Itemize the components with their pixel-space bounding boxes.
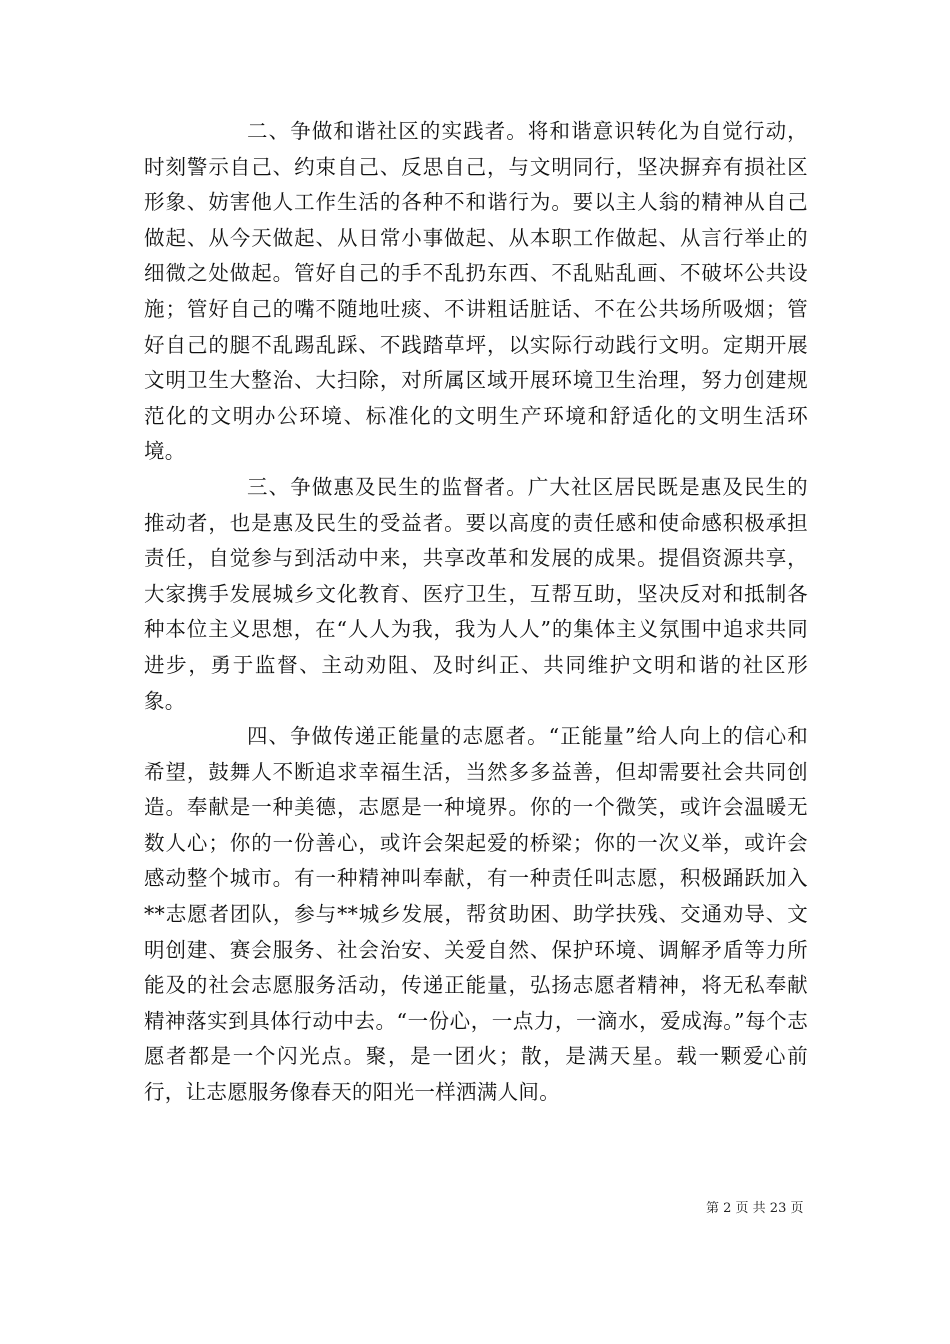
document-body [144,114,808,1111]
paragraph-harmonious-community: 二、争做和谐社区的实践者。将和谐意识转化为自觉行动，时刻警示自己、约束自己、反思自己，与文明同行，坚决摒弃有损社区形象、妨害他人工作生活的各种不和谐行为。要以主人翁的精神从自己做起、从今天做起、从日常小事做起、从本职工作做起、从言行举止的细微之处做起。管好自己的手不乱扔东西、不乱贴乱画、不破坏公共设施；管好自己的嘴不随地吐痰、不讲粗话脏话、不在公共场所吸烟；管好自己的腿不乱踢乱踩、不践踏草坪，以实际行动践行文明。定期开展文明卫生大整治、大扫除，对所属区域开展环境卫生治理，努力创建规范化的文明办公环境、标准化的文明生产环境和舒适化的文明生活环境。 [144,119,808,464]
paragraph-livelihood-supervisor: 三、争做惠及民生的监督者。广大社区居民既是惠及民生的推动者，也是惠及民生的受益者。要以高度的责任感和使命感积极承担责任，自觉参与到活动中来，共享改革和发展的成果。提倡资源共享，大家携手发展城乡文化教育、医疗卫生，互帮互助，坚决反对和抵制各种本位主义思想，在“人人为我，我为人人”的集体主义氛围中追求共同进步，勇于监督、主动劝阻、及时纠正、共同维护文明和谐的社区形象。 [144,474,808,713]
paragraph-positive-energy-volunteer: 四、争做传递正能量的志愿者。“正能量”给人向上的信心和希望，鼓舞人不断追求幸福生活，当然多多益善，但却需要社会共同创造。奉献是一种美德，志愿是一种境界。你的一个微笑，或许会温暖无数人心；你的一份善心，或许会架起爱的桥梁；你的一次义举，或许会感动整个城市。有一种精神叫奉献，有一种责任叫志愿，积极踊跃加入**志愿者团队，参与**城乡发展，帮贫助困、助学扶残、交通劝导、文明创建、赛会服务、社会治安、关爱自然、保护环境、调解矛盾等力所能及的社会志愿服务活动，传递正能量，弘扬志愿者精神，将无私奉献精神落实到具体行动中去。“一份心，一点力，一滴水，爱成海。”每个志愿者都是一个闪光点。聚，是一团火；散，是满天星。载一颗爱心前行，让志愿服务像春天的阳光一样洒满人间。 [144,724,808,1105]
page-number: 第 2 页 共 23 页 [706,1201,804,1216]
